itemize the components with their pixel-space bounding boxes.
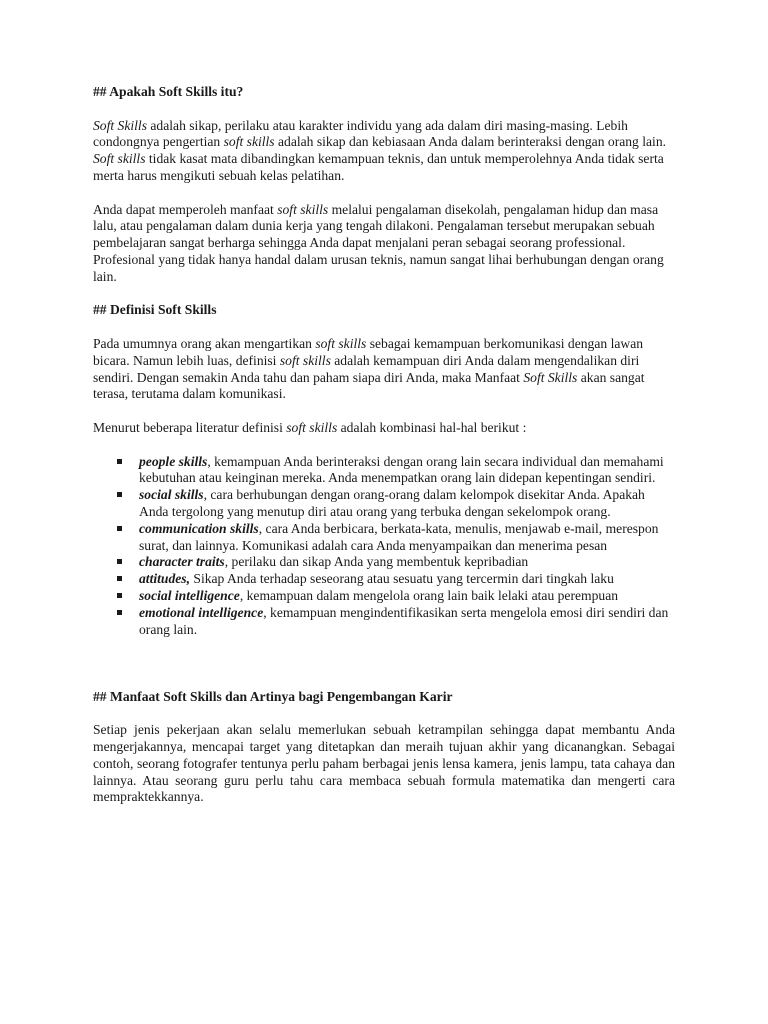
square-bullet-icon [117,559,122,564]
section-heading-apakah: ## Apakah Soft Skills itu? [93,84,244,99]
soft-skills-list [93,454,675,639]
list-item: communication skills, cara Anda berbicara, berkata-kata, menulis, menjawab e-mail, merespon surat, dan lainnya. Komunikasi adalah cara Anda menyampaikan dan menerima pesan [93,521,675,555]
italic-term: Soft Skills [523,369,578,385]
square-bullet-icon [117,610,122,615]
list-item: emotional intelligence, kemampuan mengindentifikasikan serta mengelola emosi diri sendiri dan orang lain. [93,605,675,639]
italic-term: Soft skills [93,151,146,167]
paragraph-definisi: Pada umumnya orang akan mengartikan soft skills sebagai kemampuan berkomunikasi dengan lawan bicara. Namun lebih luas, definisi soft skills adalah kemampuan diri Anda dalam mengendalikan diri sendiri. Dengan semakin Anda tahu dan paham siapa diri Anda, maka Manfaat Soft Skills akan sangat terasa, terutama dalam komunikasi. [93,335,645,402]
document-page [93,84,675,806]
paragraph-soft-skills-intro: Soft Skills adalah sikap, perilaku atau karakter individu yang ada dalam diri masing-masing. Lebih condongnya pengertian soft skills adalah sikap dan kebiasaan Anda dalam berinteraksi dengan orang lain. Soft skills tidak kasat mata dibandingkan kemampuan teknis, dan untuk memperolehnya Anda tidak serta merta harus mengikuti sebuah kelas pelatihan. [93,117,667,183]
square-bullet-icon [117,526,122,531]
italic-term: soft skills [277,201,329,217]
italic-term: Soft Skills [93,117,147,133]
italic-term: soft skills [279,352,331,368]
square-bullet-icon [117,593,122,598]
list-item: attitudes, Sikap Anda terhadap seseorang atau sesuatu yang tercermin dari tingkah laku [93,571,675,588]
section-heading-definisi: ## Definisi Soft Skills [93,302,217,318]
list-item: social skills, cara berhubungan dengan orang-orang dalam kelompok disekitar Anda. Apakah Anda tergolong yang menutup diri atau orang yang terbuka dengan sekelompok orang. [93,487,675,521]
italic-term: soft skills [286,419,338,435]
paragraph-literatur: Menurut beberapa literatur definisi soft skills adalah kombinasi hal-hal berikut : [93,419,527,435]
paragraph-manfaat: Setiap jenis pekerjaan akan selalu memerlukan sebuah ketrampilan sehingga dapat membantu Anda mengerjakannya, mencapai target yang ditetapkan dan meraih tujuan akhir yang dicanangkan. Sebagai contoh, seorang fotografer tentunya perlu paham berbagai jenis lensa kamera, jenis lampu, tata cahaya dan lainnya. Atau seorang guru perlu tahu cara membaca sebuah formula matematika dan mengerti cara mempraktekkannya. [93,722,675,805]
italic-term: soft skills [315,335,367,351]
list-item: social intelligence, kemampuan dalam mengelola orang lain baik lelaki atau perempuan [93,588,675,605]
list-item: character traits, perilaku dan sikap Anda yang membentuk kepribadian [93,554,675,571]
section-heading-manfaat: ## Manfaat Soft Skills dan Artinya bagi Pengembangan Karir [93,688,453,704]
square-bullet-icon [117,576,122,581]
list-item: people skills, kemampuan Anda berinteraksi dengan orang lain secara individual dan memahami kebutuhan atau keinginan mereka. Anda menempatkan orang lain didepan kepentingan sendiri. [93,454,675,488]
italic-term: soft skills [223,134,275,150]
square-bullet-icon [117,492,122,497]
paragraph-soft-skills-benefits: Anda dapat memperoleh manfaat soft skills melalui pengalaman disekolah, pengalaman hidup dan masa lalu, atau pengalaman dalam dunia kerja yang tengah dilakoni. Pengalaman tersebut merupakan sebuah pembelajaran sangat berharga sehingga Anda dapat menjalani peran sebagai seorang professional. Profesional yang tidak hanya handal dalam urusan teknis, namun sangat lihai berhubungan dengan orang lain. [93,201,664,284]
square-bullet-icon [117,459,122,464]
